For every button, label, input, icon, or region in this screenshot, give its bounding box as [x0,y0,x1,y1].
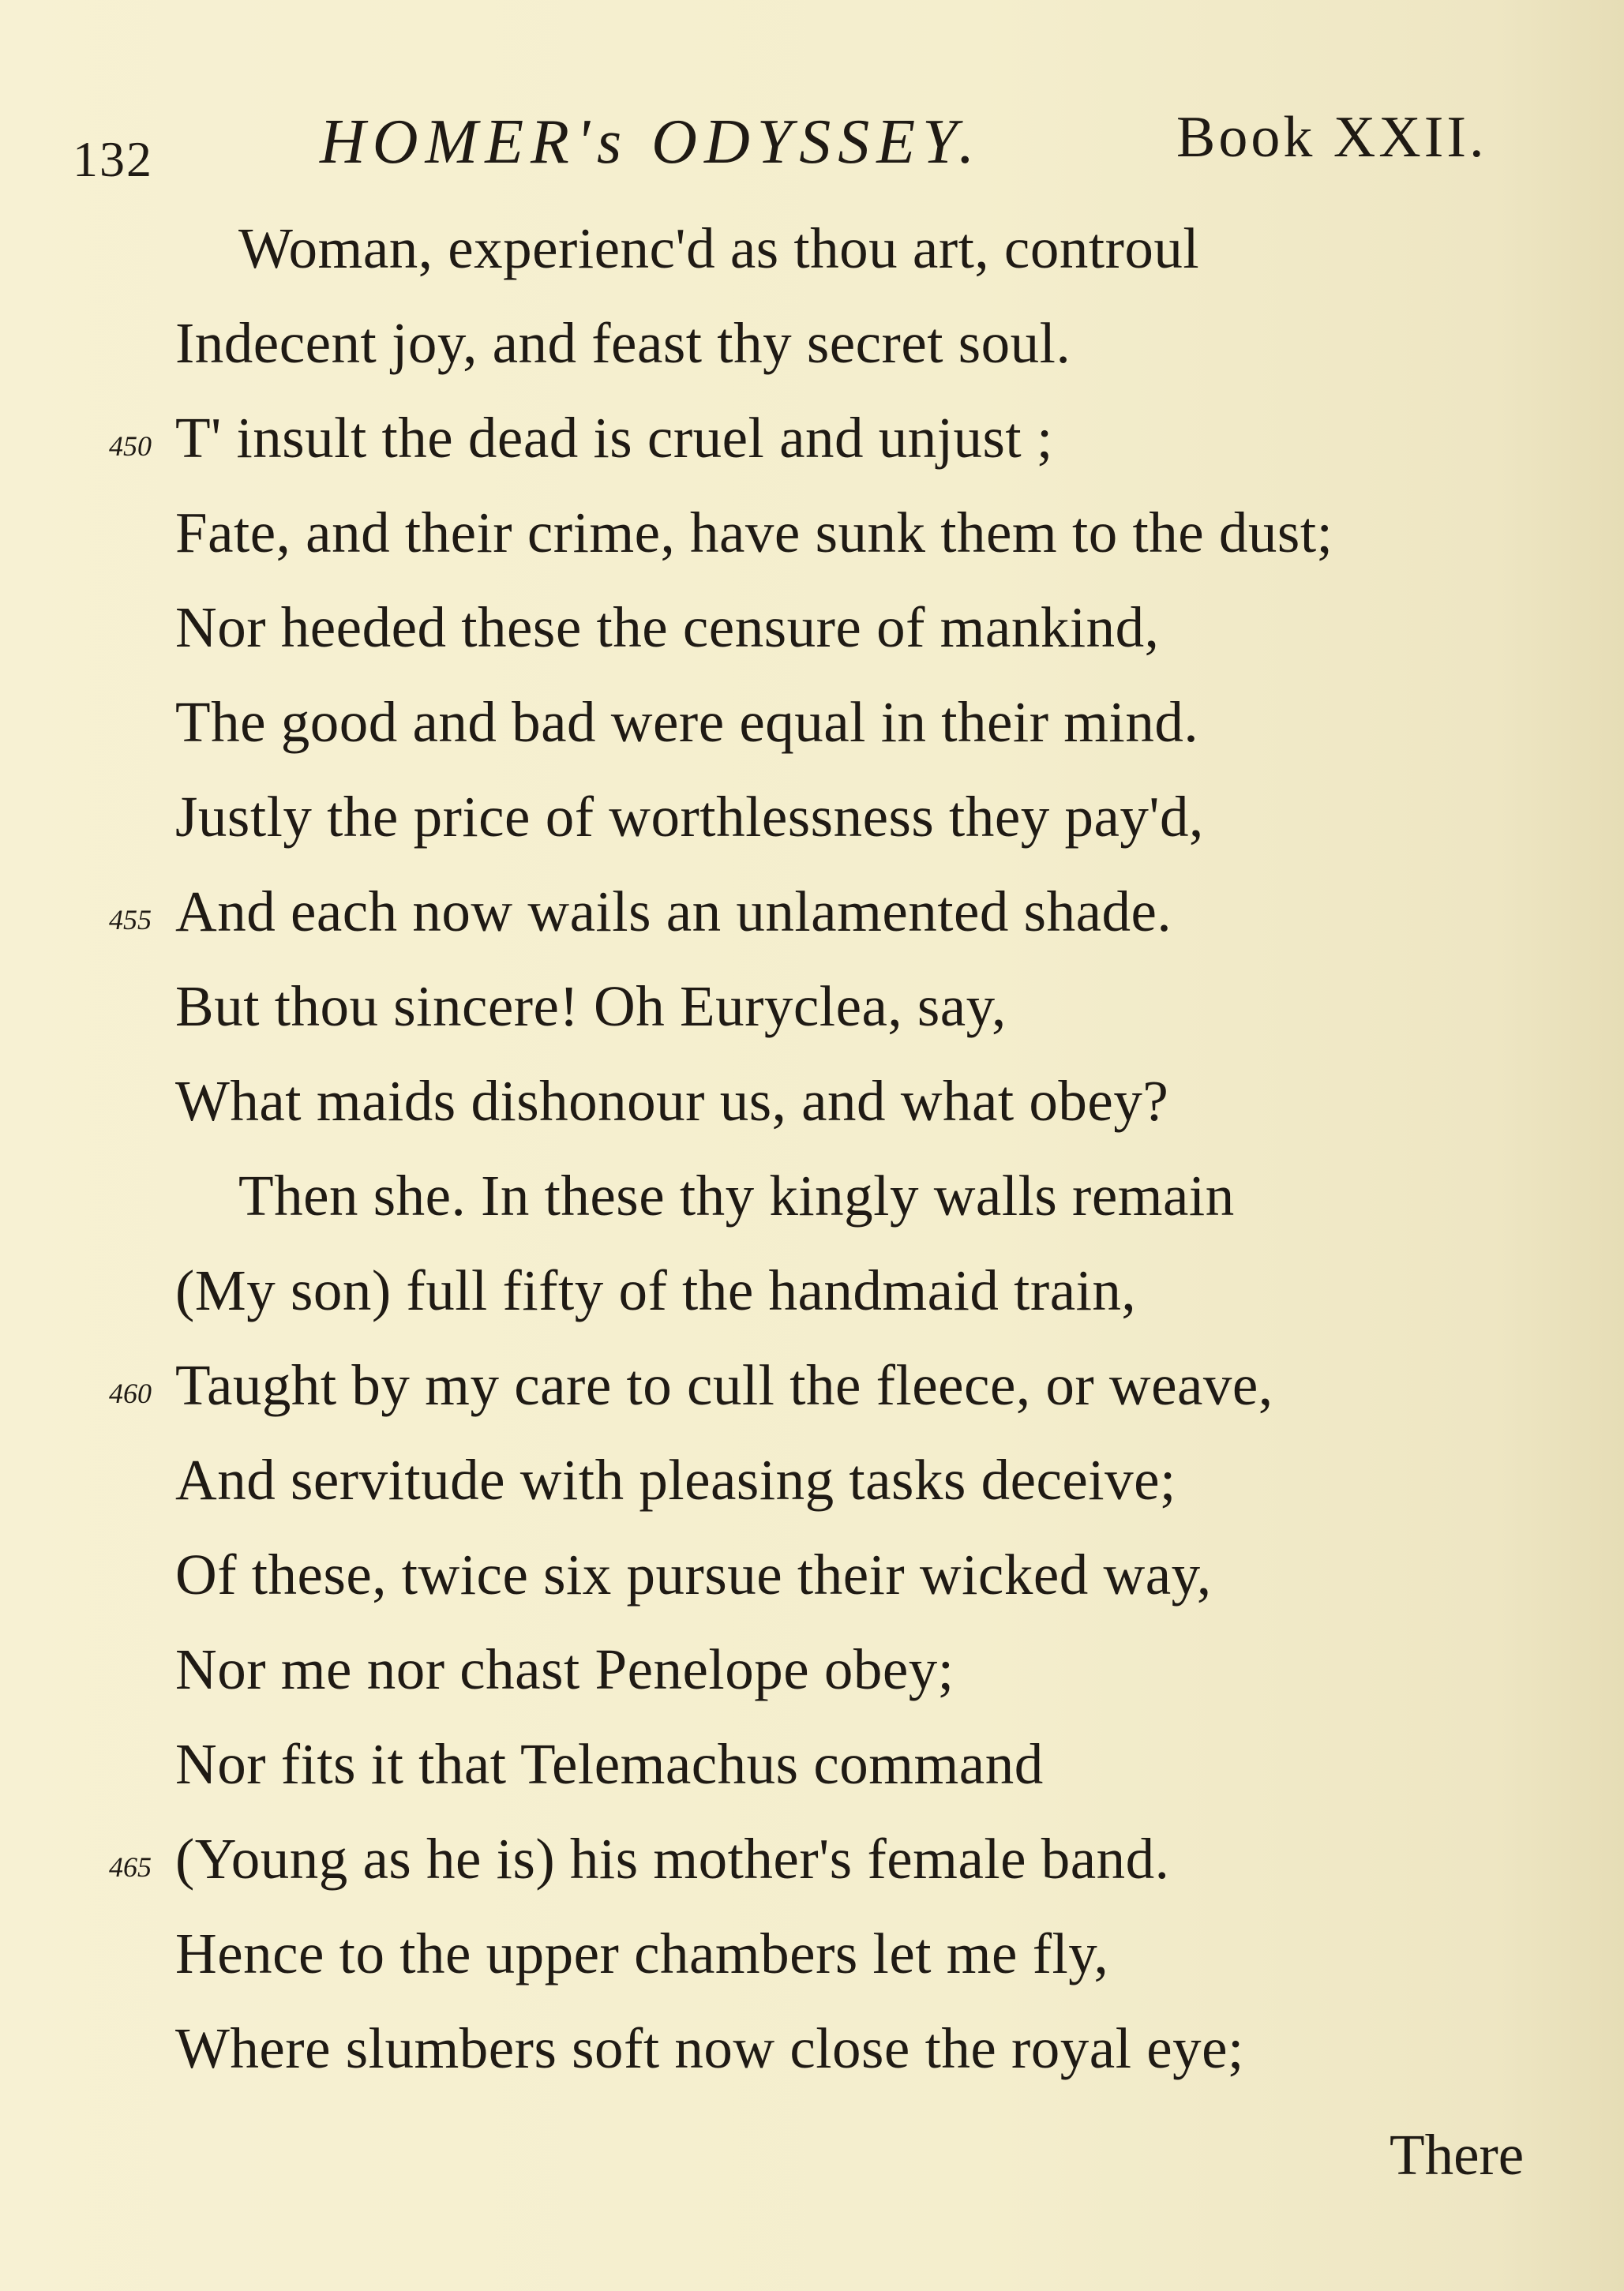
book-label: Book XXII. [1176,105,1487,170]
line-number: 455 [109,904,152,936]
poem-line: Indecent joy, and feast thy secret soul. [175,311,1071,375]
running-title: HOMER's ODYSSEY. [320,107,982,177]
poem-line: Where slumbers soft now close the royal eye; [175,2016,1244,2080]
poem-line: And each now wails an unlamented shade. [175,879,1172,943]
poem-line: Taught by my care to cull the fleece, or weave, [175,1353,1273,1417]
poem-line: Woman, experienc'd as thou art, controul [238,216,1200,280]
poem-line: The good and bad were equal in their mind. [175,690,1199,754]
poem-line: Hence to the upper chambers let me fly, [175,1922,1109,1985]
poem-line: Nor heeded these the censure of mankind, [175,595,1160,659]
poem-line: What maids dishonour us, and what obey? [175,1069,1169,1133]
poem-line: And servitude with pleasing tasks deceive; [175,1448,1176,1512]
line-number: 460 [109,1378,152,1409]
poem-line: Of these, twice six pursue their wicked way, [175,1543,1212,1607]
poem-line: Justly the price of worthlessness they pay'd, [175,785,1204,849]
poem-line: (Young as he is) his mother's female band. [175,1827,1170,1891]
catchword: There [1390,2123,1525,2187]
poem-line: T' insult the dead is cruel and unjust ; [175,406,1053,470]
line-number: 450 [109,430,152,462]
poem-line: Nor me nor chast Penelope obey; [175,1637,955,1701]
poem-line: But thou sincere! Oh Euryclea, say, [175,974,1007,1038]
poem-line: Then she. In these thy kingly walls remain [238,1164,1235,1228]
poem-line: Fate, and their crime, have sunk them to the dust; [175,501,1333,564]
page-number: 132 [73,131,153,187]
line-number: 465 [109,1851,152,1883]
poem-line: (My son) full fifty of the handmaid train, [175,1258,1137,1322]
poem-line: Nor fits it that Telemachus command [175,1732,1044,1796]
